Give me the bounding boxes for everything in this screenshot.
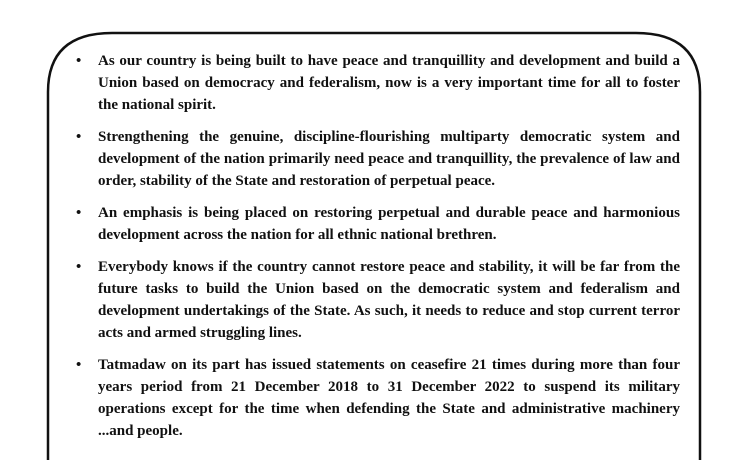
bullet-dot-icon: • [76, 129, 82, 145]
bullet-text: An emphasis is being placed on restoring perpetual and durable peace and harmonious development across the nation for all ethnic national brethren. [98, 205, 680, 243]
bullet-dot-icon: • [76, 259, 82, 275]
bullet-text: Everybody knows if the country cannot restore peace and stability, it will be far from the future tasks to build the Union based on the democratic system and federalism and development undertakings of the State. As such, it needs to reduce and stop current terror acts and armed struggling lines. [98, 259, 680, 341]
bullet-item-1 [72, 50, 680, 116]
bullet-item-5 [72, 354, 680, 442]
bullet-dot-icon: • [76, 205, 82, 221]
bullet-text: Tatmadaw on its part has issued statements on ceasefire 21 times during more than four years period from 21 December 2018 to 31 December 2022 to suspend its military operations except for the time when defending the State and administrative machinery ...and people. [98, 357, 680, 439]
bullet-item-4 [72, 256, 680, 344]
bullet-dot-icon: • [76, 53, 82, 69]
bullet-list [72, 50, 680, 452]
bullet-item-3 [72, 202, 680, 246]
bullet-text: As our country is being built to have peace and tranquillity and development and build a Union based on democracy and federalism, now is a very important time for all to foster the national spirit. [98, 53, 680, 113]
bullet-text: Strengthening the genuine, discipline-flourishing multiparty democratic system and development of the nation primarily need peace and tranquillity, the prevalence of law and order, stability of the State and restoration of perpetual peace. [98, 129, 680, 189]
bullet-item-2 [72, 126, 680, 192]
bullet-dot-icon: • [76, 357, 82, 373]
